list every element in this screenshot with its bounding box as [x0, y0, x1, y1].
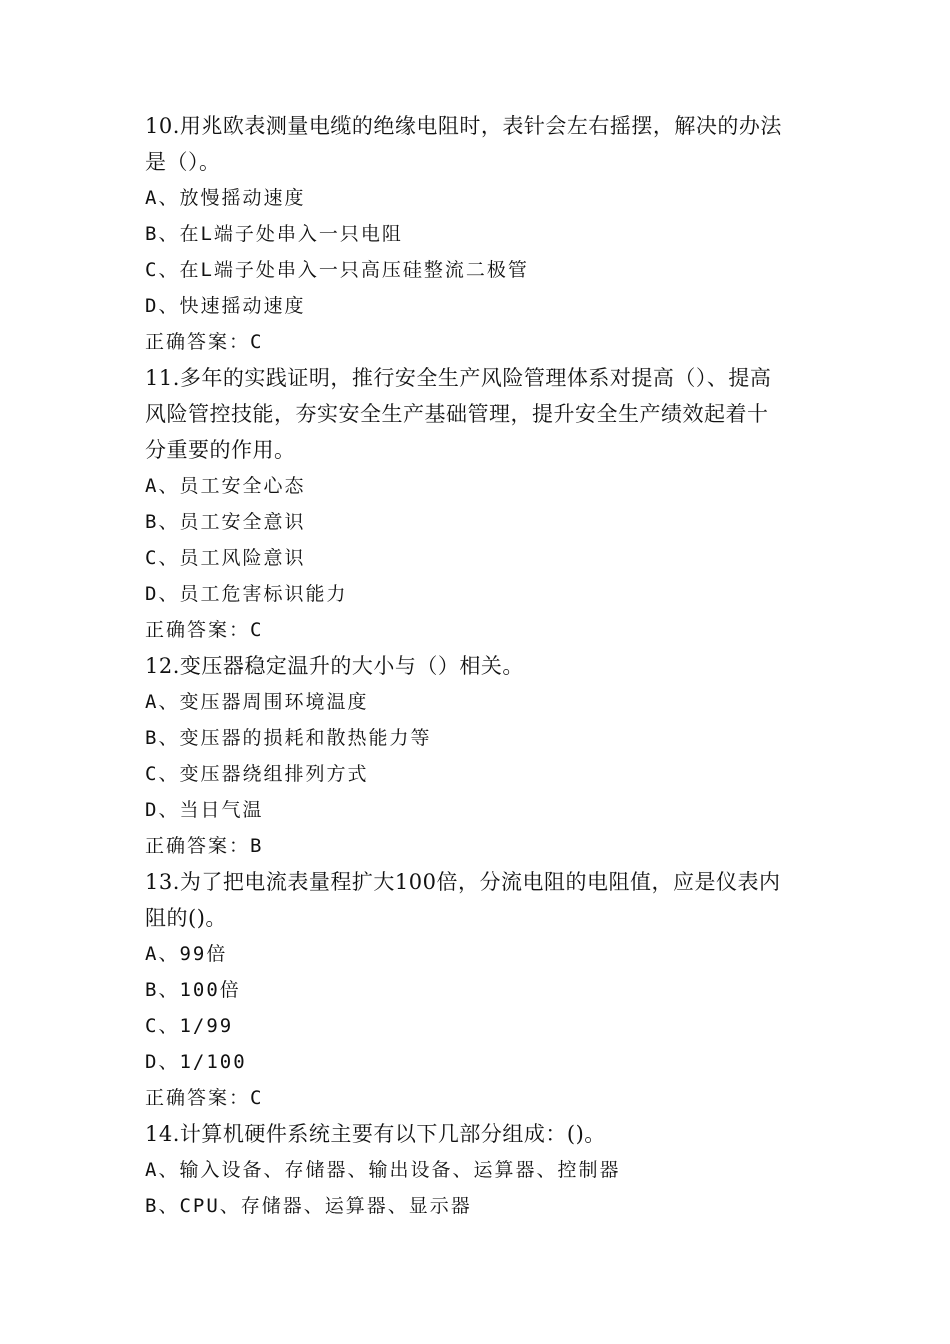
option-c: C、变压器绕组排列方式	[145, 763, 369, 785]
option-d: D、快速摇动速度	[145, 295, 306, 317]
option-b: B、员工安全意识	[145, 511, 306, 533]
question-stem-line: 是（）。	[145, 150, 221, 174]
option-b: B、变压器的损耗和散热能力等	[145, 727, 432, 749]
question-stem-line: 11.多年的实践证明，推行安全生产风险管理体系对提高（）、提高	[145, 366, 772, 390]
question-11	[145, 360, 815, 648]
option-b: B、100倍	[145, 979, 241, 1001]
option-b: B、在L端子处串入一只电阻	[145, 223, 403, 245]
option-a: A、输入设备、存储器、输出设备、运算器、控制器	[145, 1159, 621, 1181]
question-stem-line: 风险管控技能，夯实安全生产基础管理，提升安全生产绩效起着十	[145, 402, 769, 426]
option-a: A、放慢摇动速度	[145, 187, 306, 209]
option-a: A、99倍	[145, 943, 228, 965]
question-stem-line: 12.变压器稳定温升的大小与（）相关。	[145, 654, 524, 678]
question-stem-line: 13.为了把电流表量程扩大100倍，分流电阻的电阻值，应是仪表内	[145, 870, 781, 894]
option-a: A、员工安全心态	[145, 475, 306, 497]
option-d: D、1/100	[145, 1051, 247, 1073]
question-10	[145, 108, 815, 360]
option-c: C、1/99	[145, 1015, 234, 1037]
option-c: C、在L端子处串入一只高压硅整流二极管	[145, 259, 529, 281]
correct-answer: 正确答案：C	[145, 619, 264, 641]
question-stem-line: 阻的()。	[145, 906, 227, 930]
correct-answer: 正确答案：C	[145, 1087, 264, 1109]
option-c: C、员工风险意识	[145, 547, 306, 569]
option-a: A、变压器周围环境温度	[145, 691, 369, 713]
question-stem-line: 14.计算机硬件系统主要有以下几部分组成：()。	[145, 1122, 606, 1146]
option-b: B、CPU、存储器、运算器、显示器	[145, 1195, 472, 1217]
option-d: D、当日气温	[145, 799, 264, 821]
question-stem-line: 分重要的作用。	[145, 438, 296, 462]
question-12	[145, 648, 815, 864]
question-list	[145, 108, 815, 1224]
question-13	[145, 864, 815, 1116]
correct-answer: 正确答案：C	[145, 331, 264, 353]
question-14	[145, 1116, 815, 1224]
question-stem-line: 10.用兆欧表测量电缆的绝缘电阻时，表针会左右摇摆，解决的办法	[145, 114, 782, 138]
correct-answer: 正确答案：B	[145, 835, 264, 857]
option-d: D、员工危害标识能力	[145, 583, 348, 605]
